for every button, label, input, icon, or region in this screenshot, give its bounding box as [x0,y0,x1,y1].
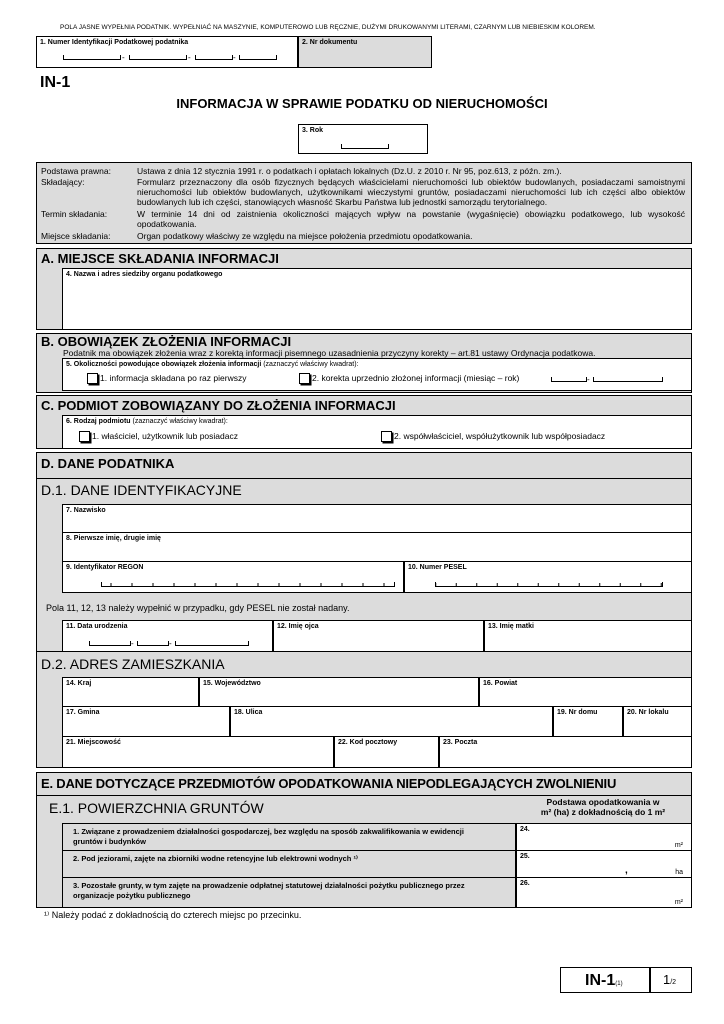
option-first-submission[interactable]: 1. informacja składana po raz pierwszy [87,373,246,384]
city-field[interactable] [62,736,334,768]
first-names-label: 8. Pierwsze imię, drugie imię [66,535,161,542]
section-b-title: B. OBOWIĄZEK ZŁOŻENIA INFORMACJI [41,334,292,349]
regon-label: 9. Identyfikator REGON [66,564,144,571]
land-row-3 [62,877,516,908]
year-comb [341,144,389,149]
place-label: Miejsce składania: [41,231,111,241]
submitters-text: Formularz przeznaczony dla osób fizycznych będących właścicielami nieruchomości lub obiektów budowlanych, posiadaczami samoistnymi nieruchomości lub obiektów budowlanych, użytkownikami wieczystymi gruntów, posiadaczami nieruchomości lub ich części albo obiektów budowlanych lub ich części, stanowiących własność Skarbu Państwa lub jednostki samorządu terytorialnego. [137,177,685,207]
page-number-box [650,967,692,993]
section-c-title: C. PODMIOT ZOBOWIĄZANY DO ZŁOŻENIA INFORMACJI [41,398,396,413]
birth-year-comb [175,641,249,646]
footer-form-code-box [560,967,650,993]
nip-label: 1. Numer Identyfikacji Podatkowej podatnika [40,39,189,46]
circumstances-field: 5. Okoliczności powodujące obowiązek złożenia informacji (zaznaczyć właściwy kwadrat): 1. informacja składana po raz pierwszy 2. korekta uprzednio złożonej informacji (miesiąc – rok) - [62,358,692,391]
nip-comb-2 [129,55,187,60]
pesel-comb [435,582,663,587]
document-number-label: 2. Nr dokumentu [302,39,358,46]
birth-month-comb [137,641,169,646]
section-d-title: D. DANE PODATNIKA [41,456,175,471]
checkbox-first-submission[interactable] [87,373,98,384]
field-26-unit: m² [674,899,683,906]
section-e-title: E. DANE DOTYCZĄCE PRZEDMIOTÓW OPODATKOWANIA NIEPODLEGAJĄCYCH ZWOLNIENIU [41,776,617,791]
year-field[interactable] [298,124,428,154]
regon-field[interactable] [62,561,404,593]
legal-info [36,162,692,244]
land-row-2-text: 2. Pod jeziorami, zajęte na zbiorniki wodne retencyjne lub elektrowni wodnych ¹⁾ [73,854,358,863]
form-title: INFORMACJA W SPRAWIE PODATKU OD NIERUCHOMOŚCI [176,96,548,111]
checkbox-owner[interactable] [79,431,90,442]
surname-field[interactable] [62,504,692,533]
deadline-text: W terminie 14 dni od zaistnienia okoliczności mających wpływ na powstanie (wygaśnięcie) obowiązku podatkowego, lub wysokość opodatkowania. [137,209,685,229]
apartment-number-field[interactable] [623,706,692,737]
land-business-field[interactable] [516,823,692,851]
field-25-unit: ha [675,869,683,876]
option-correction[interactable]: 2. korekta uprzednio złożonej informacji (miesiąc – rok) [299,373,519,384]
submitters-label: Składający: [41,177,85,187]
deadline-label: Termin składania: [41,209,108,219]
house-number-label: 19. Nr domu [557,709,598,716]
checkbox-co-owner[interactable] [381,431,392,442]
municipality-label: 17. Gmina [66,709,100,716]
field-25-label: 25. [520,853,530,860]
correction-year-comb [593,377,663,382]
page-number: 1/2 [663,972,677,987]
birth-day-comb [89,641,131,646]
checkbox-correction[interactable] [299,373,310,384]
street-label: 18. Ulica [234,709,263,716]
nip-comb-3 [195,55,233,60]
decimal-comma: , [625,865,628,876]
section-b-note: Podatnik ma obowiązek złożenia wraz z korektą informacji pisemnego uzasadnienia przyczyny korekty – art.81 ustawy Ordynacja podatkowa. [63,348,596,358]
legal-basis-text: Ustawa z dnia 12 stycznia 1991 r. o podatkach i opłatach lokalnych (Dz.U. z 2010 r. Nr 95, poz.613, z późn. zm.). [137,166,562,176]
subject-type-field [62,415,692,449]
postal-code-label: 22. Kod pocztowy [338,739,398,746]
father-name-label: 12. Imię ojca [277,623,319,630]
city-label: 21. Miejscowość [66,739,121,746]
regon-comb [101,582,395,587]
post-office-field[interactable] [439,736,692,768]
form-code: IN-1 [40,74,71,91]
d1-title: D.1. DANE IDENTYFIKACYJNE [41,482,242,498]
country-label: 14. Kraj [66,680,92,687]
nip-comb-1 [63,55,121,60]
nip-comb-4 [239,55,277,60]
footer-form-code: IN-1(1) [585,972,623,989]
mother-name-field[interactable] [484,620,692,652]
section-a-title: A. MIEJSCE SKŁADANIA INFORMACJI [41,251,279,266]
county-field[interactable] [479,677,692,707]
mother-name-label: 13. Imię matki [488,623,534,630]
pesel-label: 10. Numer PESEL [408,564,467,571]
option-owner[interactable]: 1. właściciel, użytkownik lub posiadacz [79,431,238,442]
land-water-field[interactable] [516,850,692,878]
field-24-label: 24. [520,826,530,833]
base-header: Podstawa opodatkowania w m² (ha) z dokładnością do 1 m² [540,797,666,817]
land-other-field[interactable] [516,877,692,908]
land-row-3-text: 3. Pozostałe grunty, w tym zajęte na prowadzenie odpłatnej statutowej działalności pożytku publicznego przez organizacje pożytku publicznego [73,881,465,900]
post-office-label: 23. Poczta [443,739,478,746]
correction-month-comb [551,377,587,382]
place-text: Organ podatkowy właściwy ze względu na miejsce położenia przedmiotu opodatkowania. [137,231,473,241]
surname-label: 7. Nazwisko [66,507,106,514]
pesel-field[interactable] [404,561,692,593]
land-row-2 [62,850,516,878]
voivodeship-label: 15. Województwo [203,680,261,687]
street-field[interactable] [230,706,553,737]
postal-code-field[interactable] [334,736,439,768]
county-label: 16. Powiat [483,680,518,687]
footnote: ¹⁾ Należy podać z dokładnością do czterech miejsc po przecinku. [44,910,302,920]
land-row-1 [62,823,516,851]
voivodeship-field[interactable] [199,677,479,707]
legal-basis-label: Podstawa prawna: [41,166,111,176]
apartment-number-label: 20. Nr lokalu [627,709,669,716]
first-names-field[interactable] [62,532,692,562]
option-co-owner[interactable]: 2. współwłaściciel, współużytkownik lub współposiadacz [381,431,605,442]
header-notice: POLA JASNE WYPEŁNIA PODATNIK. WYPEŁNIAĆ NA MASZYNIE, KOMPUTEROWO LUB RĘCZNIE, DUŻYMI DRUKOWANYMI LITERAMI, CZARNYM LUB NIEBIESKIM KOLOREM. [60,24,596,31]
circumstances-label: 5. Okoliczności powodujące obowiązek złożenia informacji (zaznaczyć właściwy kwadrat): [66,361,359,368]
tax-office-label: 4. Nazwa i adres siedziby organu podatkowego [66,271,223,278]
e1-title: E.1. POWIERZCHNIA GRUNTÓW [49,800,264,816]
field-24-unit: m² [674,842,683,849]
field-26-label: 26. [520,880,530,887]
land-row-1-text: 1. Związane z prowadzeniem działalności gospodarczej, bez względu na sposób zakwalifikowania w ewidencji gruntów i budynków [73,827,464,846]
municipality-field[interactable] [62,706,230,737]
father-name-field[interactable] [273,620,484,652]
birth-date-field[interactable]: 11. Data urodzenia - - [62,620,273,652]
birth-date-label: 11. Data urodzenia [66,623,128,630]
year-label: 3. Rok [302,127,324,134]
pesel-note: Pola 11, 12, 13 należy wypełnić w przypadku, gdy PESEL nie został nadany. [46,603,350,613]
document-number-field [298,36,432,68]
nip-field[interactable]: 1. Numer Identyfikacji Podatkowej podatnika - - - [36,36,298,68]
house-number-field[interactable] [553,706,623,737]
subject-type-label: 6. Rodzaj podmiotu (zaznaczyć właściwy kwadrat): [66,418,228,425]
d2-title: D.2. ADRES ZAMIESZKANIA [41,656,225,672]
tax-office-field[interactable] [62,268,692,330]
country-field[interactable] [62,677,199,707]
